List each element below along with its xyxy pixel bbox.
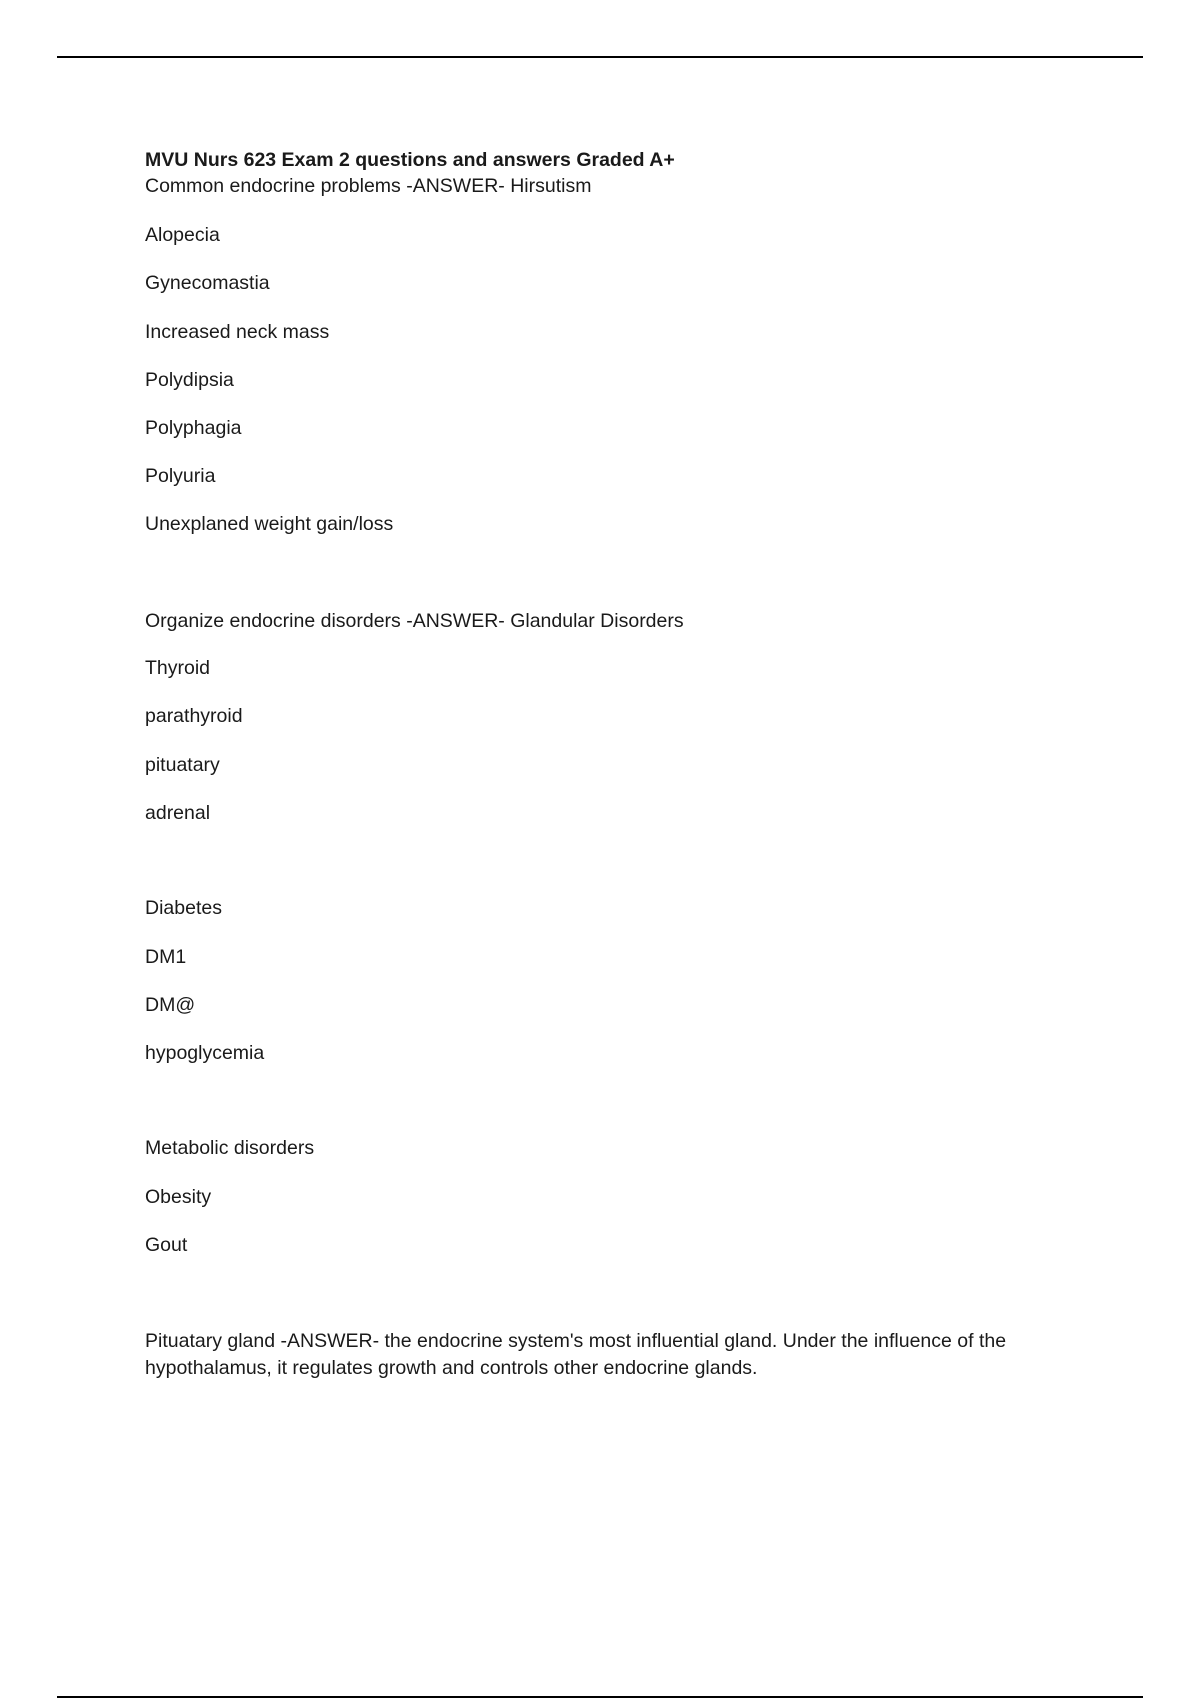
list-item: hypoglycemia	[145, 1042, 265, 1064]
top-divider	[57, 56, 1143, 58]
answer-paragraph-pituatary-gland: Pituatary gland -ANSWER- the endocrine system's most influential gland. Under the influence of the hypothalamus, it regulates growth and controls other endocrine glands.	[145, 1330, 1007, 1379]
list-item: pituatary	[145, 754, 220, 776]
list-item: Obesity	[145, 1186, 212, 1208]
list-item: Metabolic disorders	[145, 1137, 315, 1159]
list-item: Gout	[145, 1234, 188, 1256]
list-item: Polydipsia	[145, 369, 234, 391]
list-item: Polyphagia	[145, 417, 242, 439]
list-item: parathyroid	[145, 705, 243, 727]
question-common-endocrine-problems: Common endocrine problems -ANSWER- Hirsutism	[145, 175, 592, 197]
list-item: Alopecia	[145, 224, 220, 246]
question-organize-endocrine-disorders: Organize endocrine disorders -ANSWER- Glandular Disorders	[145, 610, 684, 632]
list-item: DM1	[145, 946, 187, 968]
list-item: DM@	[145, 994, 196, 1016]
list-item: Diabetes	[145, 897, 222, 919]
list-item: Polyuria	[145, 465, 216, 487]
list-item: Unexplaned weight gain/loss	[145, 513, 394, 535]
bottom-divider	[57, 1696, 1143, 1698]
list-item: Gynecomastia	[145, 272, 270, 294]
list-item: Increased neck mass	[145, 321, 330, 343]
document-title: MVU Nurs 623 Exam 2 questions and answers Graded A+	[145, 149, 675, 171]
list-item: Thyroid	[145, 657, 211, 679]
list-item: adrenal	[145, 802, 211, 824]
